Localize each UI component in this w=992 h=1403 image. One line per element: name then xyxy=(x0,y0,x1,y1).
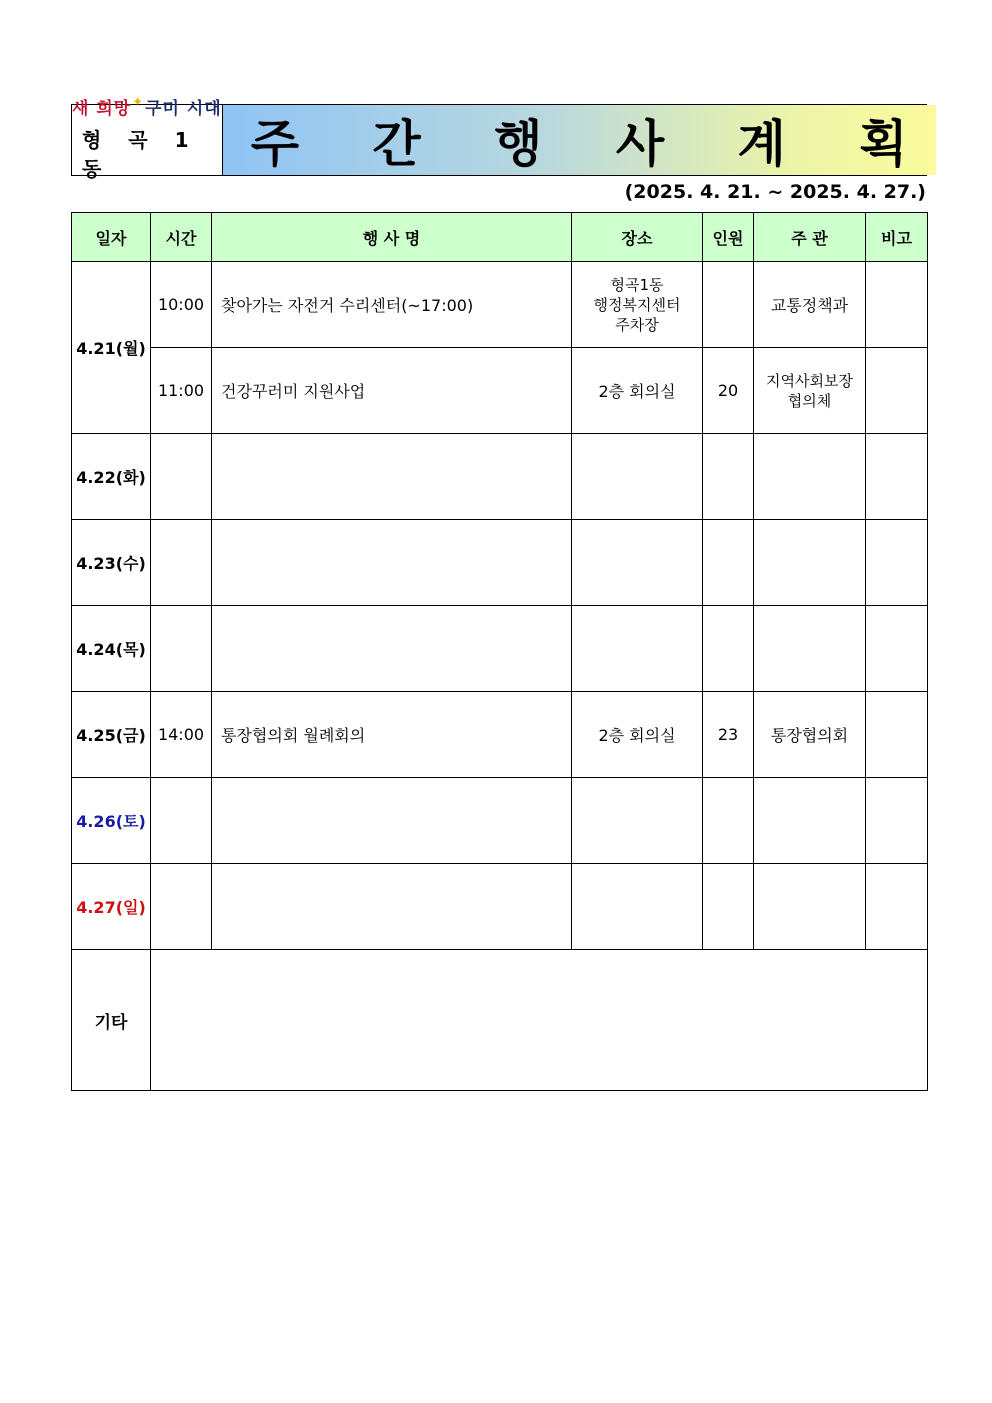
etc-label: 기타 xyxy=(72,950,151,1091)
note-cell xyxy=(866,692,928,778)
col-header-place: 장소 xyxy=(572,213,703,262)
event-name-cell xyxy=(212,778,572,864)
host-cell xyxy=(754,778,866,864)
logo-box xyxy=(72,95,223,181)
event-name-cell xyxy=(212,606,572,692)
col-header-date: 일자 xyxy=(72,213,151,262)
header-row xyxy=(72,213,928,262)
slogan-part1: 새 희망 xyxy=(72,99,132,119)
note-cell xyxy=(866,348,928,434)
page-title: 주 간 행 사 계 획 xyxy=(250,115,936,173)
table-row xyxy=(72,778,928,864)
event-name-cell: 찾아가는 자전거 수리센터(~17:00) xyxy=(212,262,572,348)
place-line: 2층 회의실 xyxy=(598,726,676,745)
note-cell xyxy=(866,434,928,520)
host-cell xyxy=(754,520,866,606)
etc-content xyxy=(151,950,928,1091)
dong-name: 형 곡 1 동 xyxy=(82,128,199,181)
table-row xyxy=(72,606,928,692)
col-header-host: 주 관 xyxy=(754,213,866,262)
place-cell xyxy=(572,778,703,864)
host-cell xyxy=(754,692,866,778)
slogan-part2: 구미 시대 xyxy=(145,99,222,119)
day-cell: 4.26(토) xyxy=(72,778,151,864)
schedule-table xyxy=(71,212,928,1091)
table-row xyxy=(72,692,928,778)
people-cell xyxy=(703,434,754,520)
time-cell: 14:00 xyxy=(151,692,212,778)
place-cell xyxy=(572,434,703,520)
col-header-time: 시간 xyxy=(151,213,212,262)
note-cell xyxy=(866,606,928,692)
page-header xyxy=(71,95,936,181)
host-line: 협의체 xyxy=(787,391,832,410)
host-cell xyxy=(754,348,866,434)
host-line: 지역사회보장 xyxy=(766,371,853,390)
day-cell: 4.22(화) xyxy=(72,434,151,520)
host-line: 교통정책과 xyxy=(770,296,849,315)
event-name-cell xyxy=(212,520,572,606)
day-cell: 4.21(월) xyxy=(72,262,151,434)
star-icon: ✦ xyxy=(132,95,145,110)
time-cell: 11:00 xyxy=(151,348,212,434)
day-cell: 4.25(금) xyxy=(72,692,151,778)
event-name-cell: 통장협의회 월례회의 xyxy=(212,692,572,778)
place-cell xyxy=(572,692,703,778)
period-range: (2025. 4. 21. ~ 2025. 4. 27.) xyxy=(624,181,926,203)
time-cell xyxy=(151,520,212,606)
note-cell xyxy=(866,262,928,348)
time-cell xyxy=(151,606,212,692)
event-name-cell xyxy=(212,864,572,950)
col-header-people: 인원 xyxy=(703,213,754,262)
host-cell xyxy=(754,606,866,692)
time-cell xyxy=(151,778,212,864)
host-cell xyxy=(754,864,866,950)
place-cell xyxy=(572,606,703,692)
note-cell xyxy=(866,778,928,864)
time-cell: 10:00 xyxy=(151,262,212,348)
col-header-event: 행 사 명 xyxy=(212,213,572,262)
host-cell xyxy=(754,262,866,348)
people-cell: 20 xyxy=(703,348,754,434)
place-cell xyxy=(572,520,703,606)
place-line: 2층 회의실 xyxy=(598,382,676,401)
people-cell: 23 xyxy=(703,692,754,778)
note-cell xyxy=(866,864,928,950)
time-cell xyxy=(151,434,212,520)
table-row xyxy=(72,864,928,950)
slogan-logo xyxy=(72,95,222,122)
people-cell xyxy=(703,520,754,606)
note-cell xyxy=(866,520,928,606)
place-cell xyxy=(572,262,703,348)
people-cell xyxy=(703,606,754,692)
place-cell xyxy=(572,348,703,434)
place-cell xyxy=(572,864,703,950)
day-cell: 4.23(수) xyxy=(72,520,151,606)
people-cell xyxy=(703,262,754,348)
table-row xyxy=(72,434,928,520)
day-cell: 4.24(목) xyxy=(72,606,151,692)
col-header-note: 비고 xyxy=(866,213,928,262)
event-name-cell xyxy=(212,434,572,520)
place-line: 행정복지센터 xyxy=(593,295,681,314)
day-cell: 4.27(일) xyxy=(72,864,151,950)
table-row xyxy=(72,262,928,348)
event-name-cell: 건강꾸러미 지원사업 xyxy=(212,348,572,434)
place-line: 형곡1동 xyxy=(610,275,664,294)
time-cell xyxy=(151,864,212,950)
title-box xyxy=(223,105,936,175)
etc-row xyxy=(72,950,928,1091)
host-cell xyxy=(754,434,866,520)
table-row xyxy=(72,520,928,606)
table-row xyxy=(72,348,928,434)
host-line: 통장협의회 xyxy=(770,726,849,745)
schedule-body xyxy=(72,262,928,950)
people-cell xyxy=(703,778,754,864)
place-line: 주차장 xyxy=(615,315,659,334)
people-cell xyxy=(703,864,754,950)
